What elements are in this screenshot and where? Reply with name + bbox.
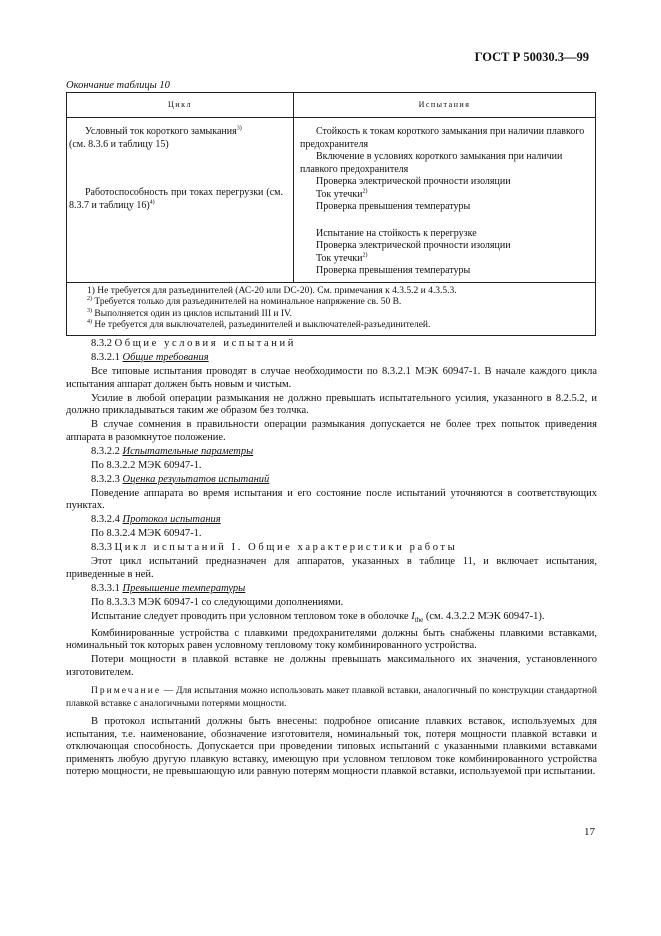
paragraph-text: (см. 4.3.2.2 МЭК 60947-1). — [425, 610, 545, 622]
test-item — [300, 189, 589, 202]
column-header-tests: Испытания — [294, 93, 596, 118]
table-footnotes — [67, 282, 596, 335]
table-row — [67, 118, 596, 283]
column-header-cycle: Цикл — [67, 93, 294, 118]
current-symbol-subscript: the — [414, 615, 424, 624]
note — [66, 685, 597, 710]
footnote-text: Выполняется один из циклов испытаний III и IV. — [94, 308, 293, 319]
footnote-ref: 4) — [149, 199, 155, 206]
section-number: 8.3.2.4 — [91, 514, 120, 525]
cycle-name: Условный ток короткого замыкания — [85, 126, 237, 137]
current-symbol: I — [411, 610, 415, 622]
test-item: Испытание на стойкость к перегрузке — [316, 227, 477, 239]
note-text: — Для испытания можно использовать макет плавкой вставки, аналогичный по конструкции стандартной плавкой вставке с аналогичными потерями мощности. — [66, 686, 597, 709]
test-list — [300, 228, 589, 278]
test-list — [300, 126, 589, 214]
footnote-ref: 3) — [236, 125, 242, 132]
section-title: Общие условия испытаний — [114, 338, 296, 349]
test-item: Проверка электрической прочности изоляции — [316, 176, 511, 187]
test-item: Проверка превышения температуры — [316, 201, 471, 212]
paragraph: Все типовые испытания проводят в случае необходимости по 8.3.2.1 МЭК 60947-1. В начале каждого цикла испытания аппарат должен быть новым и чистым. — [66, 366, 597, 390]
footnote — [71, 309, 591, 321]
note-label: Примечание — [91, 686, 162, 697]
section-heading — [66, 514, 597, 527]
cycle-entry — [69, 126, 283, 151]
section-number: 8.3.2.2 — [91, 445, 120, 457]
footnote — [71, 320, 591, 332]
paragraph: Комбинированные устройства с плавкими предохранителями должны быть снабжены плавкими вставками, номинальный ток которых равен условному тепловому току комбинированного устройства. — [66, 627, 597, 652]
paragraph — [66, 611, 597, 627]
cycle-name: Работоспособность при токах перегрузки (см. 8.3.7 и таблицу 16) — [69, 187, 283, 211]
paragraph: По 8.3.2.4 МЭК 60947-1. — [91, 528, 202, 539]
section-heading — [66, 446, 597, 459]
paragraph: Усилие в любой операции размыкания не должно превышать испытательного усилия, указанного в 8.2.5.2, и должно прикладываться таким же образом без толчка. — [66, 392, 597, 416]
section-heading — [66, 474, 597, 487]
test-item-text: Ток утечки — [316, 252, 363, 264]
section-heading — [66, 583, 597, 596]
paragraph: Потери мощности в плавкой вставке не должны превышать максимального их значения, установленного изготовителем. — [66, 654, 597, 678]
table-cell-tests — [294, 118, 596, 283]
section-number: 8.3.2.1 — [91, 352, 120, 363]
section-heading — [66, 542, 597, 555]
test-item — [300, 253, 589, 266]
footnote — [71, 286, 591, 298]
table-header-row — [67, 93, 596, 118]
section-number: 8.3.3.1 — [91, 582, 120, 594]
paragraph: Этот цикл испытаний предназначен для аппаратов, указанных в таблице 11, и включает испытания, приведенные в ней. — [66, 556, 597, 580]
test-item: Проверка превышения температуры — [316, 265, 471, 276]
document-header: ГОСТ Р 50030.3—99 — [474, 50, 589, 64]
paragraph: В протокол испытаний должны быть внесены: подробное описание плавких вставок, используемых для испытания, т.е. наименование, обозначение изготовителя, номинальный ток, потеря мощности плавкой вставки и отключающая способность. Допускается при проведении типовых испытаний с указанными плавкими вставками применять любую другую плавкую вставку, имеющую при условном тепловом токе комбинированного устройства потерю мощности, не превышающую или равную потерям мощности плавкой вставки, используемой при испытании. — [66, 716, 597, 778]
footnote-mark: 1) — [87, 285, 95, 296]
section-title: Общие требования — [122, 352, 209, 363]
section-title: Оценка результатов испытаний — [122, 473, 270, 485]
paragraph: По 8.3.3.3 МЭК 60947-1 со следующими дополнениями. — [91, 596, 344, 608]
section-title: Превышение температуры — [122, 582, 246, 594]
paragraph: Поведение аппарата во время испытания и его состояние после испытаний уточняются в соответствующих пунктах. — [66, 487, 597, 511]
table-footnotes-row — [67, 282, 596, 335]
table-cell-cycle — [67, 118, 294, 283]
page-number: 17 — [584, 826, 595, 838]
section-heading — [66, 352, 597, 365]
test-item: Включение в условиях короткого замыкания при наличии плавкого предохранителя — [300, 151, 563, 175]
footnote-text: Не требуется для выключателей, разъединителей и выключателей-разъединителей. — [94, 320, 431, 330]
test-item: Проверка электрической прочности изоляции — [316, 240, 511, 251]
test-cycles-table — [66, 92, 596, 336]
footnote-mark: 4) — [87, 318, 92, 325]
section-title: Испытательные параметры — [122, 445, 254, 457]
paragraph: В случае сомнения в правильности операции размыкания допускается не более трех попыток приведения аппарата в разомкнутое положение. — [66, 419, 597, 443]
section-number: 8.3.3 — [91, 542, 112, 553]
test-item-text: Ток утечки — [316, 188, 363, 200]
document-body — [66, 338, 597, 780]
paragraph-text: Испытание следует проводить при условном тепловом токе в оболочке — [91, 610, 409, 622]
footnote-ref: 2) — [362, 252, 368, 259]
cycle-reference: (см. 8.3.6 и таблицу 15) — [69, 138, 169, 150]
test-item: Стойкость к токам короткого замыкания при наличии плавкого предохранителя — [300, 126, 585, 150]
section-number: 8.3.2 — [91, 338, 112, 349]
section-title: Цикл испытаний I. Общие характеристики работы — [114, 542, 458, 553]
section-title: Протокол испытания — [122, 514, 221, 525]
footnote-text: Не требуется для разъединителей (АС-20 или DC-20). См. примечания к 4.3.5.2 и 4.3.5.3. — [97, 285, 457, 296]
section-number: 8.3.2.3 — [91, 473, 120, 485]
section-heading — [66, 338, 597, 351]
footnote-mark: 2) — [87, 295, 92, 302]
footnote-text: Требуется только для разъединителей на номинальное напряжение св. 50 В. — [94, 297, 402, 307]
footnote-ref: 2) — [362, 188, 368, 195]
cycle-entry — [69, 187, 283, 212]
table-caption: Окончание таблицы 10 — [66, 80, 170, 91]
footnote — [71, 297, 591, 309]
footnote-mark: 3) — [87, 307, 92, 314]
paragraph: По 8.3.2.2 МЭК 60947-1. — [91, 459, 202, 471]
